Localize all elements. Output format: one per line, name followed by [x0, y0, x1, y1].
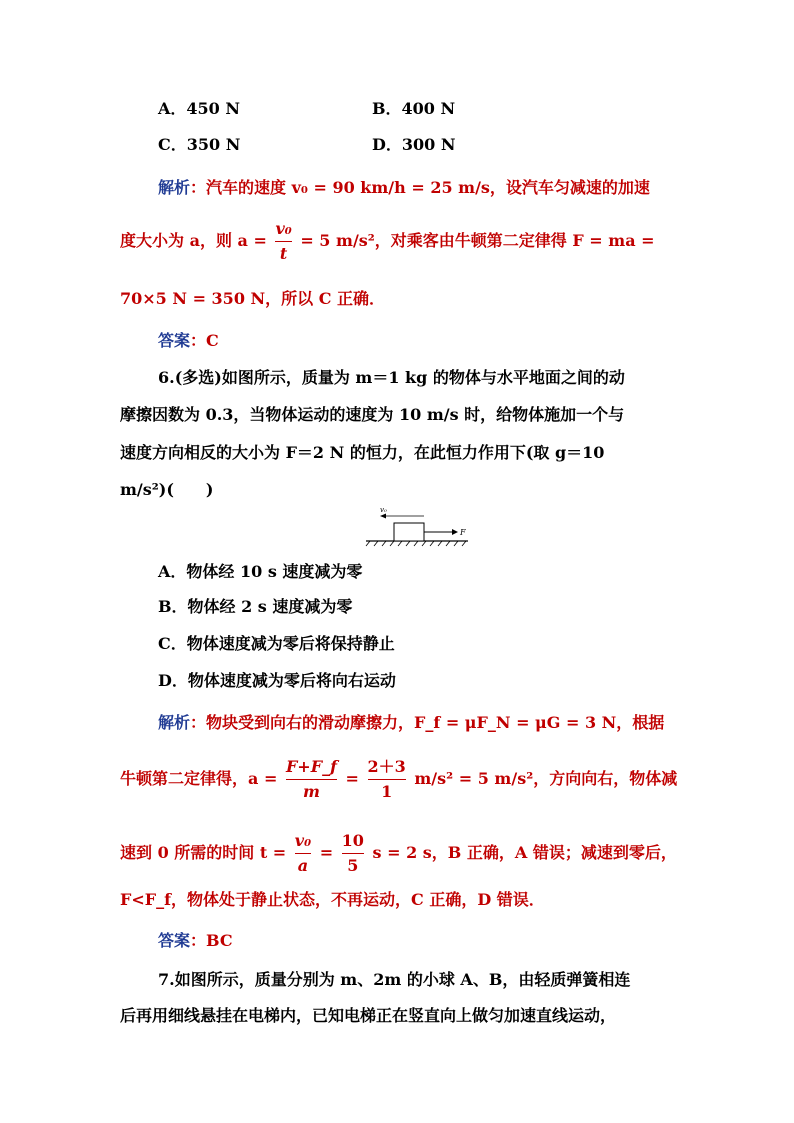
q6-option-d: D．物体速度减为零后将向右运动 — [158, 671, 396, 690]
analysis-label: 解析 — [158, 178, 191, 197]
q5-analysis-line1: 解析：汽车的速度 v₀ = 90 km/h = 25 m/s，设汽车匀减速的加速 — [158, 178, 650, 197]
q5-analysis-line2: 度大小为 a，则 a = $\frac{\text{v₀}}{t}$ = 5 m/s²，对乘客由牛顿第二定律得 F = ma = — [120, 219, 655, 263]
q6-option-a: A．物体经 10 s 速度减为零 — [158, 562, 363, 581]
q6-analysis-line4: F<F_f，物体处于静止状态，不再运动，C 正确，D 错误． — [120, 890, 545, 909]
q6-option-b: B．物体经 2 s 速度减为零 — [158, 597, 353, 616]
q5-option-d: D．300 N — [372, 135, 456, 154]
analysis-label: 解析 — [158, 713, 191, 732]
q5-option-a: A．450 N — [158, 99, 241, 118]
q6-analysis-line2: 牛顿第二定律得，a = $\frac{F+F\_f}{m}$ = $\frac{2+3}{1}$ m/s² = 5 m/s²，方向向右，物体减 — [120, 757, 678, 801]
fraction: $\frac{\text{v₀}}{a}$ — [294, 831, 312, 875]
q5-answer: 答案：C — [158, 331, 219, 350]
q6-stem-line2: 摩擦因数为 0.3，当物体运动的速度为 10 m/s 时，给物体施加一个与 — [120, 405, 625, 424]
q6-analysis-line3: 速到 0 所需的时间 t = $\frac{\text{v₀}}{a}$ = $\frac{10}{5}$ s = 2 s，B 正确，A 错误；减速到零后， — [120, 831, 677, 875]
fraction: $\frac{2+3}{1}$ — [367, 757, 406, 801]
velocity-label: v₀ — [380, 506, 387, 514]
fraction: $\frac{\text{v₀}}{t}$ — [275, 219, 292, 263]
block-force-figure — [364, 503, 474, 547]
fraction: $\frac{10}{5}$ — [341, 831, 364, 875]
q5-option-b: B．400 N — [372, 99, 456, 118]
force-label: F — [460, 528, 466, 537]
q6-stem-line4: m/s²)( ) — [120, 480, 214, 499]
q6-option-c: C．物体速度减为零后将保持静止 — [158, 634, 395, 653]
q6-analysis-line1: 解析：物块受到向右的滑动摩擦力，F_f = μF_N = μG = 3 N，根据 — [158, 713, 665, 732]
fraction: $\frac{F+F\_f}{m}$ — [285, 757, 337, 801]
q6-stem-line3: 速度方向相反的大小为 F＝2 N 的恒力，在此恒力作用下(取 g＝10 — [120, 443, 605, 462]
q5-analysis-line3: 70×5 N = 350 N，所以 C 正确． — [120, 289, 386, 308]
answer-label: 答案 — [158, 931, 191, 950]
q5-option-c: C．350 N — [158, 135, 241, 154]
q7-stem-line1: 7.如图所示，质量分别为 m、2m 的小球 A、B，由轻质弹簧相连 — [158, 970, 631, 989]
answer-label: 答案 — [158, 331, 191, 350]
q7-stem-line2: 后再用细线悬挂在电梯内，已知电梯正在竖直向上做匀加速直线运动， — [120, 1006, 617, 1025]
q6-stem-line1: 6.(多选)如图所示，质量为 m＝1 kg 的物体与水平地面之间的动 — [158, 368, 625, 387]
q6-answer: 答案：BC — [158, 931, 233, 950]
